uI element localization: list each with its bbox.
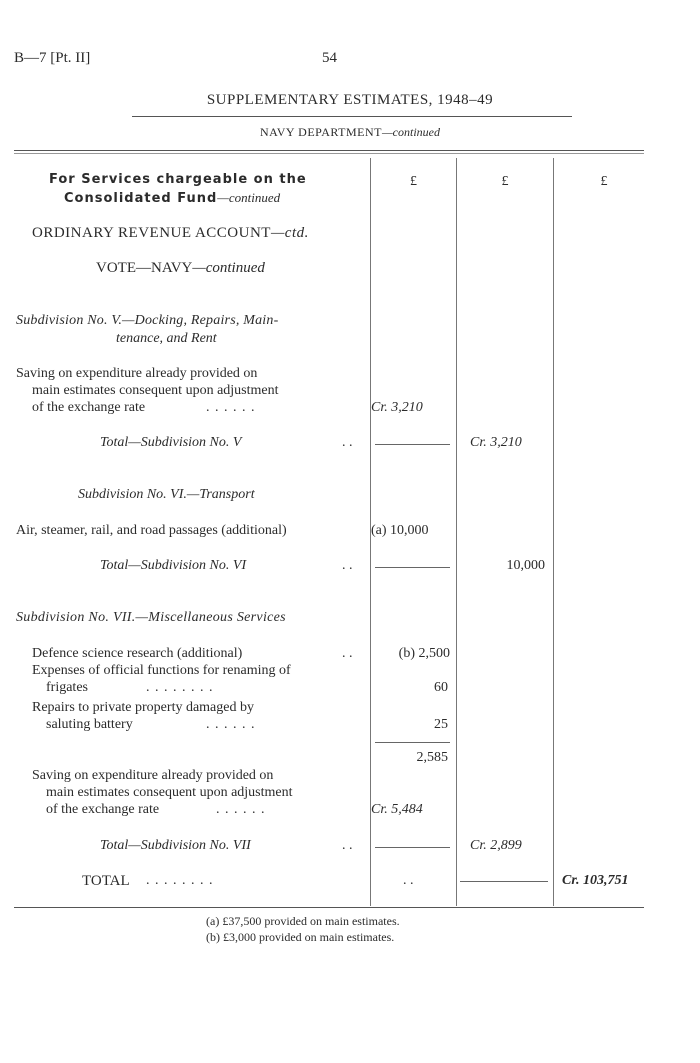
footnote-a: (a) £37,500 provided on main estimates. (206, 914, 400, 928)
column-heading-line2: Consolidated Fund—continued (64, 190, 281, 206)
currency-col-2: £ (501, 174, 509, 189)
sub6-total-label: Total—Subdivision No. VI (100, 558, 247, 573)
account-title: ORDINARY REVENUE ACCOUNT—ctd. (32, 225, 309, 241)
sub7-total-value: Cr. 2,899 (470, 838, 522, 853)
sub7-item3-leader: . . . . . . (206, 717, 256, 732)
sub7-item1-value: (b) 2,500 (398, 646, 450, 661)
sub7-item1-leader: . . (342, 646, 353, 661)
sub5-item-line1: Saving on expenditure already provided on (16, 366, 258, 381)
sub7-saving-line3: of the exchange rate (46, 802, 160, 817)
sub5-item-value: Cr. 3,210 (371, 400, 423, 415)
sub6-total-leader: . . (342, 558, 353, 573)
sub7-item1-line1: Defence science research (additional) (32, 646, 243, 661)
column-line-2 (456, 158, 457, 906)
sub7-item2-value: 60 (434, 680, 448, 695)
sub7-item3-value: 25 (434, 717, 448, 732)
sub6-total-value: 10,000 (506, 558, 545, 573)
vote-title: VOTE—NAVY—continued (96, 260, 265, 276)
sub5-heading-cont: tenance, and Rent (116, 331, 217, 346)
table-top-rule-2 (14, 153, 644, 154)
department-heading: NAVY DEPARTMENT—continued (259, 125, 440, 139)
sub7-item2-line1: Expenses of official functions for renaming of (32, 663, 291, 678)
sub6-total-rule (375, 567, 450, 568)
sub7-saving-line1: Saving on expenditure already provided on (32, 768, 274, 783)
column-line-3 (553, 158, 554, 906)
grand-total-value: Cr. 103,751 (562, 873, 629, 888)
table-bottom-rule (14, 907, 644, 908)
sub5-total-value: Cr. 3,210 (470, 435, 522, 450)
currency-col-3: £ (600, 174, 608, 189)
sub7-subtotal-rule (375, 742, 450, 743)
column-heading-line1: For Services chargeable on the (49, 172, 307, 187)
sub7-item2-leader: . . . . . . . . (146, 680, 214, 695)
sub7-subtotal: 2,585 (416, 750, 448, 765)
sub5-total-rule (375, 444, 450, 445)
sub6-heading: Subdivision No. VI.—Transport (78, 487, 255, 502)
sub7-saving-line2: main estimates consequent upon adjustment (46, 785, 293, 800)
grand-total-col1: . . (403, 873, 414, 888)
sub7-saving-value: Cr. 5,484 (371, 802, 423, 817)
page-number: 54 (322, 50, 337, 66)
sub5-item-leader: . . . . . . (206, 400, 256, 415)
table-top-rule (14, 150, 644, 151)
footnote-b: (b) £3,000 provided on main estimates. (206, 930, 395, 944)
sub7-saving-leader: . . . . . . (216, 802, 266, 817)
sub7-heading: Subdivision No. VII.—Miscellaneous Services (16, 610, 286, 625)
sub6-item: Air, steamer, rail, and road passages (additional) (16, 523, 287, 538)
sub7-total-leader: . . (342, 838, 353, 853)
sub5-total-leader: . . (342, 435, 353, 450)
currency-col-1: £ (410, 174, 417, 189)
sub7-total-rule (375, 847, 450, 848)
sub5-total-label: Total—Subdivision No. V (100, 435, 242, 450)
sub7-item3-line1: Repairs to private property damaged by (32, 700, 254, 715)
sub5-item-line2: main estimates consequent upon adjustment (32, 383, 279, 398)
sub5-item-line3: of the exchange rate (32, 400, 146, 415)
page-code: B—7 [Pt. II] (14, 50, 91, 66)
sub7-item3-line2: saluting battery (46, 717, 133, 732)
sub7-item2-line2: frigates (46, 680, 88, 695)
document-title: SUPPLEMENTARY ESTIMATES, 1948–49 (206, 92, 494, 108)
grand-total-leader: . . . . . . . . (146, 873, 214, 888)
grand-total-label: TOTAL (82, 873, 130, 889)
title-rule (132, 116, 572, 117)
sub6-item-value: (a) 10,000 (371, 523, 429, 538)
sub7-total-label: Total—Subdivision No. VII (100, 838, 251, 853)
sub5-heading: Subdivision No. V.—Docking, Repairs, Main- (16, 313, 279, 328)
grand-total-rule (460, 881, 548, 882)
